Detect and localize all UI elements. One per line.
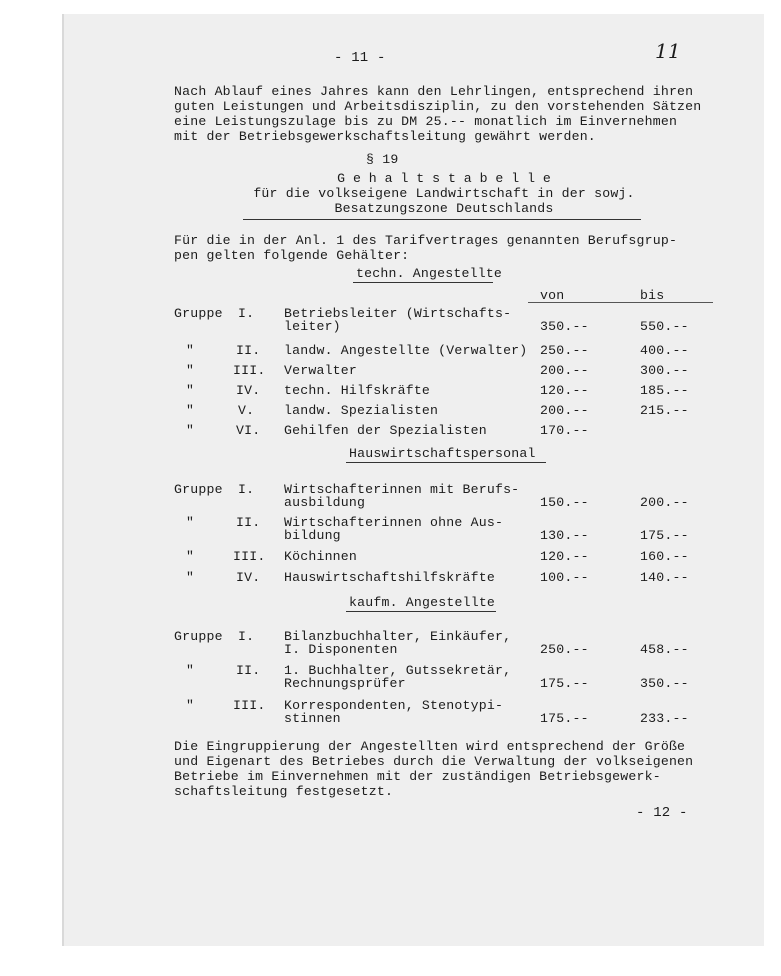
row-group-label: "	[186, 549, 195, 564]
row-description: Hauswirtschaftshilfskräfte	[284, 570, 495, 585]
row-description: I. Disponenten	[284, 642, 398, 657]
column-header-underline	[528, 302, 713, 303]
row-group-number: III.	[233, 549, 266, 564]
row-salary-von: 200.--	[540, 403, 589, 418]
row-description: Rechnungsprüfer	[284, 676, 406, 691]
row-description: Wirtschafterinnen ohne Aus-	[284, 515, 504, 530]
table-subtitle-line: Besatzungszone Deutschlands	[334, 201, 554, 216]
row-description: Köchinnen	[284, 549, 358, 564]
row-salary-bis: 215.--	[640, 403, 689, 418]
row-description: Gehilfen der Spezialisten	[284, 423, 487, 438]
row-group-label: Gruppe	[174, 629, 223, 644]
row-group-number: V.	[238, 403, 255, 418]
row-salary-von: 130.--	[540, 528, 589, 543]
row-salary-bis: 200.--	[640, 495, 689, 510]
row-salary-von: 170.--	[540, 423, 589, 438]
row-group-label: "	[186, 363, 195, 378]
row-group-label: "	[186, 423, 195, 438]
group-title: Hauswirtschaftspersonal	[349, 446, 536, 461]
row-group-label: "	[186, 343, 195, 358]
row-salary-bis: 550.--	[640, 319, 689, 334]
page-number-top: - 11 -	[334, 50, 386, 66]
intro-line: guten Leistungen und Arbeitsdisziplin, zu den vorstehenden Sätzen	[174, 99, 702, 114]
row-description: Betriebsleiter (Wirtschafts-	[284, 306, 512, 321]
page-number-bottom: - 12 -	[636, 805, 688, 821]
row-salary-bis: 175.--	[640, 528, 689, 543]
row-salary-von: 250.--	[540, 642, 589, 657]
row-group-number: I.	[238, 306, 255, 321]
row-group-number: IV.	[236, 383, 261, 398]
row-salary-von: 120.--	[540, 549, 589, 564]
row-salary-bis: 233.--	[640, 711, 689, 726]
row-group-label: "	[186, 570, 195, 585]
row-salary-bis: 400.--	[640, 343, 689, 358]
row-group-label: "	[186, 383, 195, 398]
row-group-number: II.	[236, 663, 261, 678]
intro-line: mit der Betriebsgewerkschaftsleitung gewährt werden.	[174, 129, 596, 144]
closing-line: schaftsleitung festgesetzt.	[174, 784, 394, 799]
intro-line: eine Leistungszulage bis zu DM 25.-- monatlich im Einvernehmen	[174, 114, 678, 129]
row-description: Verwalter	[284, 363, 358, 378]
closing-line: Betriebe im Einvernehmen mit der zuständigen Betriebsgewerk-	[174, 769, 661, 784]
row-group-label: "	[186, 515, 195, 530]
section-number: § 19	[366, 152, 399, 167]
row-group-number: IV.	[236, 570, 261, 585]
table-subtitle-line: für die volkseigene Landwirtschaft in der sowj.	[253, 186, 635, 201]
row-description: Korrespondenten, Stenotypi-	[284, 698, 504, 713]
row-group-number: II.	[236, 343, 261, 358]
row-group-number: I.	[238, 482, 255, 497]
row-salary-bis: 185.--	[640, 383, 689, 398]
row-group-number: II.	[236, 515, 261, 530]
handwritten-page-number: 11	[655, 39, 681, 63]
row-group-label: "	[186, 698, 195, 713]
row-salary-bis: 350.--	[640, 676, 689, 691]
preamble-line: pen gelten folgende Gehälter:	[174, 248, 410, 263]
row-description: Bilanzbuchhalter, Einkäufer,	[284, 629, 512, 644]
heading-underline	[243, 219, 641, 220]
row-salary-von: 120.--	[540, 383, 589, 398]
group-title-underline	[346, 611, 496, 612]
row-description: stinnen	[284, 711, 341, 726]
group-title-underline	[346, 462, 546, 463]
row-salary-von: 150.--	[540, 495, 589, 510]
row-salary-von: 350.--	[540, 319, 589, 334]
column-header-von: von	[540, 288, 565, 303]
row-salary-bis: 458.--	[640, 642, 689, 657]
intro-line: Nach Ablauf eines Jahres kann den Lehrlingen, entsprechend ihren	[174, 84, 694, 99]
row-group-label: Gruppe	[174, 306, 223, 321]
group-title: techn. Angestellte	[356, 266, 503, 281]
row-group-label: "	[186, 403, 195, 418]
row-salary-bis: 140.--	[640, 570, 689, 585]
row-salary-von: 175.--	[540, 711, 589, 726]
row-description: leiter)	[284, 319, 341, 334]
group-title: kaufm. Angestellte	[349, 595, 496, 610]
row-group-number: VI.	[236, 423, 261, 438]
column-header-bis: bis	[640, 288, 665, 303]
row-description: techn. Hilfskräfte	[284, 383, 431, 398]
row-salary-von: 100.--	[540, 570, 589, 585]
row-description: Wirtschafterinnen mit Berufs-	[284, 482, 520, 497]
row-salary-bis: 300.--	[640, 363, 689, 378]
row-group-number: III.	[233, 698, 266, 713]
row-description: 1. Buchhalter, Gutssekretär,	[284, 663, 512, 678]
row-salary-von: 250.--	[540, 343, 589, 358]
closing-line: und Eigenart des Betriebes durch die Verwaltung der volkseigenen	[174, 754, 694, 769]
row-description: bildung	[284, 528, 341, 543]
row-description: ausbildung	[284, 495, 366, 510]
row-group-label: "	[186, 663, 195, 678]
row-description: landw. Spezialisten	[284, 403, 439, 418]
closing-line: Die Eingruppierung der Angestellten wird entsprechend der Größe	[174, 739, 686, 754]
row-salary-von: 175.--	[540, 676, 589, 691]
row-description: landw. Angestellte (Verwalter)	[284, 343, 528, 358]
row-group-number: III.	[233, 363, 266, 378]
preamble-line: Für die in der Anl. 1 des Tarifvertrages genannten Berufsgrup-	[174, 233, 678, 248]
group-title-underline	[353, 282, 493, 283]
row-group-number: I.	[238, 629, 255, 644]
table-title: G e h a l t s t a b e l l e	[337, 171, 551, 186]
row-group-label: Gruppe	[174, 482, 223, 497]
row-salary-bis: 160.--	[640, 549, 689, 564]
row-salary-von: 200.--	[540, 363, 589, 378]
